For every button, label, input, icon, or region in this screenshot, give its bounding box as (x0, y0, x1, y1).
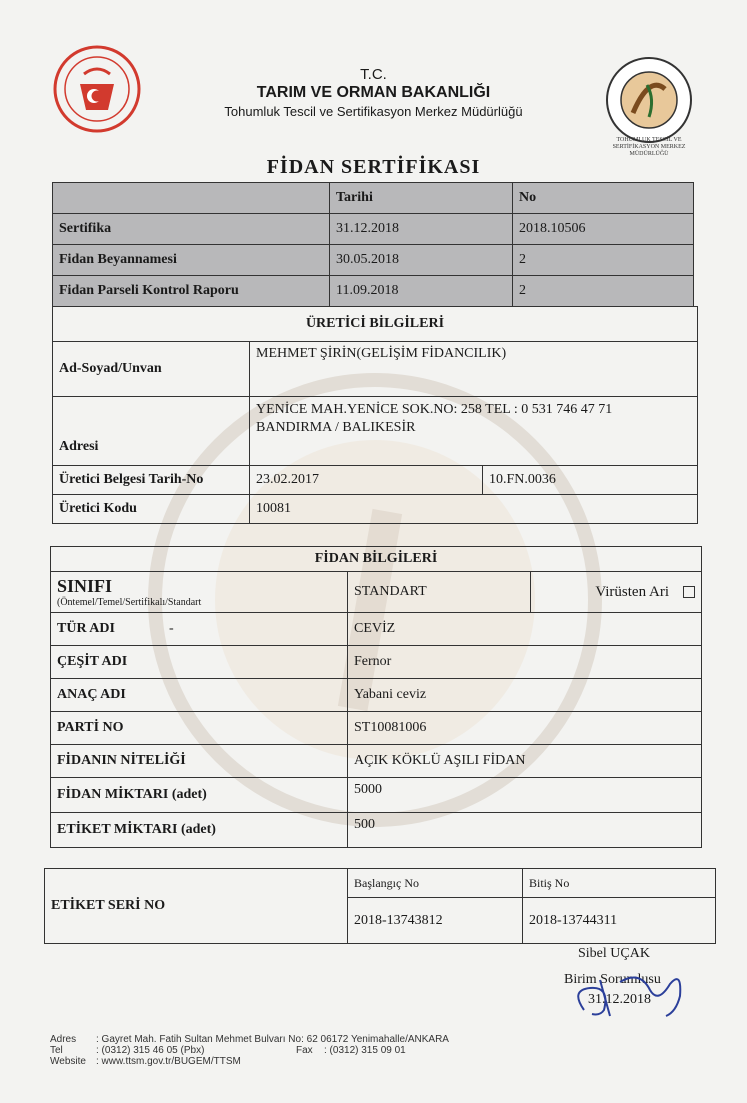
address-label: Adresi (53, 397, 250, 466)
header-ministry: TARIM VE ORMAN BAKANLIĞI (256, 84, 491, 101)
page-title: FİDAN SERTİFİKASI (266, 156, 481, 178)
summary-table (52, 182, 694, 307)
quality-label: FİDANIN NİTELİĞİ (51, 745, 348, 778)
cert-no: 10.FN.0036 (483, 466, 698, 495)
cert-label: Üretici Belgesi Tarih-No (53, 466, 250, 495)
variety-label: ÇEŞİT ADI (51, 646, 348, 679)
address-value: YENİCE MAH.YENİCE SOK.NO: 258 TEL : 0 531 746 47 71 BANDIRMA / BALIKESİR (250, 397, 698, 466)
seal-text: TOHUMLUK TESCİL VE SERTİFİKASYON MERKEZ MÜDÜRLÜĞÜ (612, 137, 686, 157)
name-label: Ad-Soyad/Unvan (53, 342, 250, 397)
name-value: MEHMET ŞİRİN(GELİŞİM FİDANCILIK) (250, 342, 698, 397)
code-value: 10081 (250, 495, 698, 524)
lot-label: PARTİ NO (51, 712, 348, 745)
rootstock-label: ANAÇ ADI (51, 679, 348, 712)
serial-end: 2018-13744311 (523, 898, 716, 944)
col-no-header: No (513, 183, 694, 214)
signature-date: 31.12.2018 (588, 992, 651, 1007)
virus-free: Virüsten Ari (531, 572, 702, 613)
sapling-section-title: FİDAN BİLGİLERİ (51, 547, 702, 572)
table-row: Fidan Beyannamesi 30.05.2018 2 (53, 245, 694, 276)
serial-table (44, 868, 716, 944)
header-tc: T.C. (360, 66, 387, 83)
cert-date: 23.02.2017 (250, 466, 483, 495)
virus-free-checkbox[interactable] (683, 586, 695, 598)
serial-label: ETİKET SERİ NO (45, 869, 348, 944)
handwritten-signature (570, 960, 690, 1020)
signer-name: Sibel UÇAK (578, 946, 650, 961)
amount-label: FİDAN MİKTARI (adet) (51, 778, 348, 813)
col-date-header: Tarihi (330, 183, 513, 214)
label-amount-label: ETİKET MİKTARI (adet) (51, 813, 348, 848)
footer: Adres : Gayret Mah. Fatih Sultan Mehmet Bulvarı No: 62 06172 Yenimahalle/ANKARA Tel : (0312) 315 46 05 (Pbx) Fax : (0312) 315 09 01 Website : www.ttsm.gov.tr/BUGEM/TTSM (50, 1034, 449, 1067)
table-row: Fidan Parseli Kontrol Raporu 11.09.2018 2 (53, 276, 694, 307)
table-row: Sertifika 31.12.2018 2018.10506 (53, 214, 694, 245)
header-directorate: Tohumluk Tescil ve Sertifikasyon Merkez Müdürlüğü (224, 104, 523, 119)
code-label: Üretici Kodu (53, 495, 250, 524)
serial-start-label: Başlangıç No (348, 869, 523, 898)
species-label: TÜR ADI - (51, 613, 348, 646)
serial-end-label: Bitiş No (523, 869, 716, 898)
signer-title: Birim Sorumlusu (564, 972, 661, 987)
sapling-table: FİDAN BİLGİLERİ SINIFI (Öntemel/Temel/Sertifikalı/Standart STANDART Virüsten Ari TÜR ADI - CEVİZ ÇEŞİT ADI Fernor ANAÇ ADI Yabani ceviz PARTİ NO ST10081006 FİDANIN NİTELİĞİ AÇIK KÖKLÜ AŞILI FİDAN FİDAN MİKTARI (adet) 5000 ETİKET MİKTARI (adet) 500 (50, 546, 702, 848)
serial-start: 2018-13743812 (348, 898, 523, 944)
producer-section-title: ÜRETİCİ BİLGİLERİ (53, 307, 698, 342)
class-value: STANDART (348, 572, 531, 613)
producer-table (52, 306, 698, 524)
class-label: SINIFI (Öntemel/Temel/Sertifikalı/Standart (51, 572, 348, 613)
